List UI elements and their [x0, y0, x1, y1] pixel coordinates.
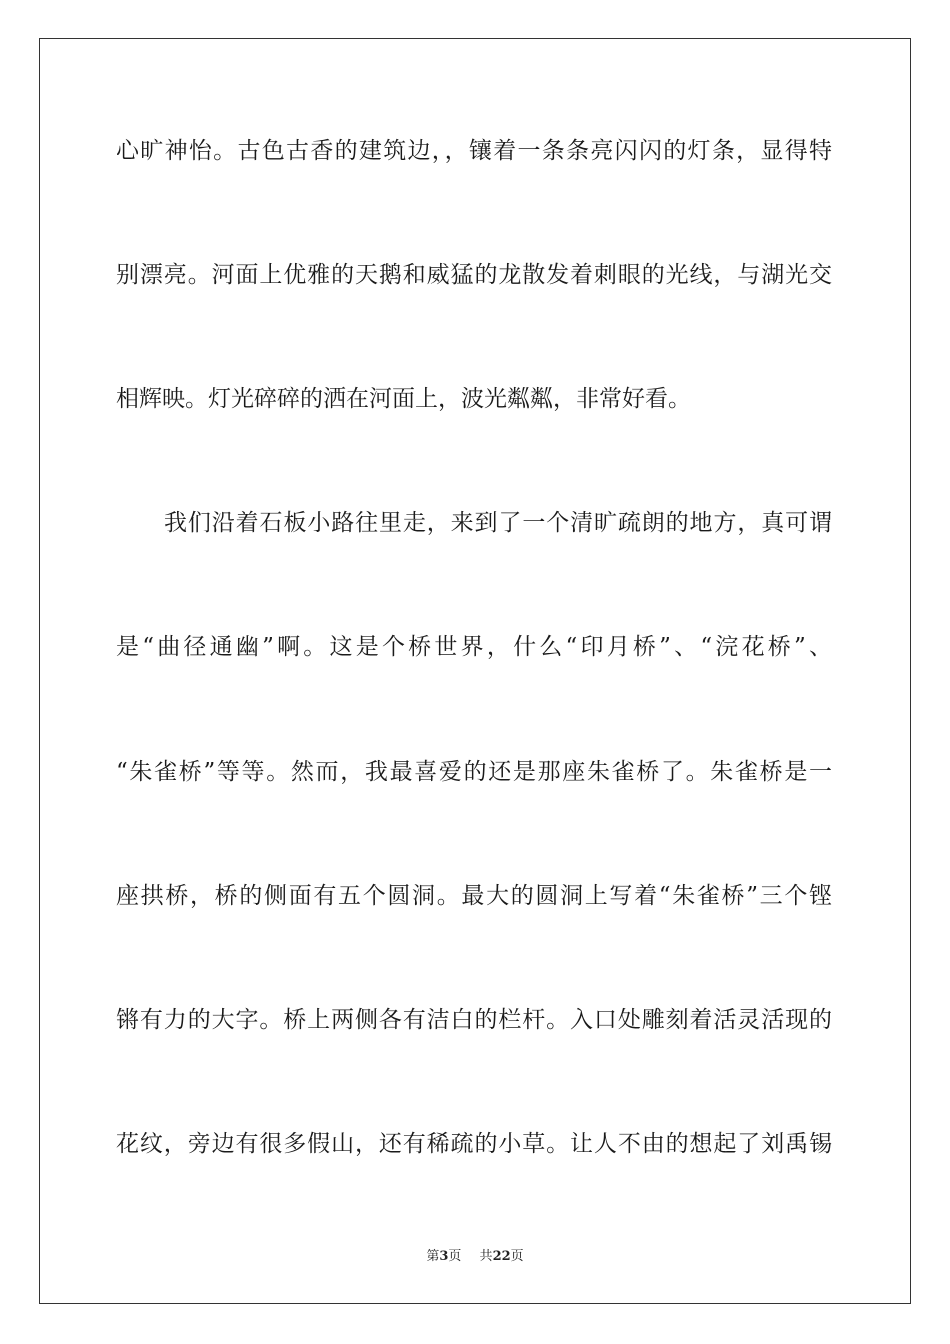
- total-pages-indicator: [480, 1248, 524, 1266]
- total-pages: 22: [492, 1249, 511, 1264]
- text-line-1: 心旷神怡。古色古香的建筑边，，镶着一条条亮闪闪的灯条，显得特: [116, 138, 832, 164]
- text-line-2: 别漂亮。河面上优雅的天鹅和威猛的龙散发着刺眼的光线，与湖光交: [116, 262, 832, 288]
- page-indicator: [426, 1248, 461, 1266]
- page-border: [39, 38, 911, 1304]
- page-suffix: 页: [448, 1249, 462, 1264]
- text-line-7: 座拱桥，桥的侧面有五个圆洞。最大的圆洞上写着“朱雀桥”三个铿: [116, 883, 832, 909]
- total-prefix: 共: [479, 1249, 493, 1264]
- text-line-9: 花纹，旁边有很多假山，还有稀疏的小草。让人不由的想起了刘禹锡: [116, 1131, 832, 1157]
- total-suffix: 页: [510, 1249, 524, 1264]
- page-footer: [0, 1248, 950, 1266]
- text-line-8: 锵有力的大字。桥上两侧各有洁白的栏杆。入口处雕刻着活灵活现的: [116, 1007, 832, 1033]
- page-prefix: 第: [426, 1249, 440, 1264]
- text-line-4: 我们沿着石板小路往里走，来到了一个清旷疏朗的地方，真可谓: [164, 510, 832, 536]
- text-line-3: 相辉映。灯光碎碎的洒在河面上，波光粼粼，非常好看。: [116, 386, 691, 412]
- page-number: 3: [439, 1249, 449, 1264]
- text-line-6: “朱雀桥”等等。然而，我最喜爱的还是那座朱雀桥了。朱雀桥是一: [116, 759, 832, 785]
- text-line-5: 是“曲径通幽”啊。这是个桥世界，什么“印月桥”、“浣花桥”、: [116, 634, 832, 660]
